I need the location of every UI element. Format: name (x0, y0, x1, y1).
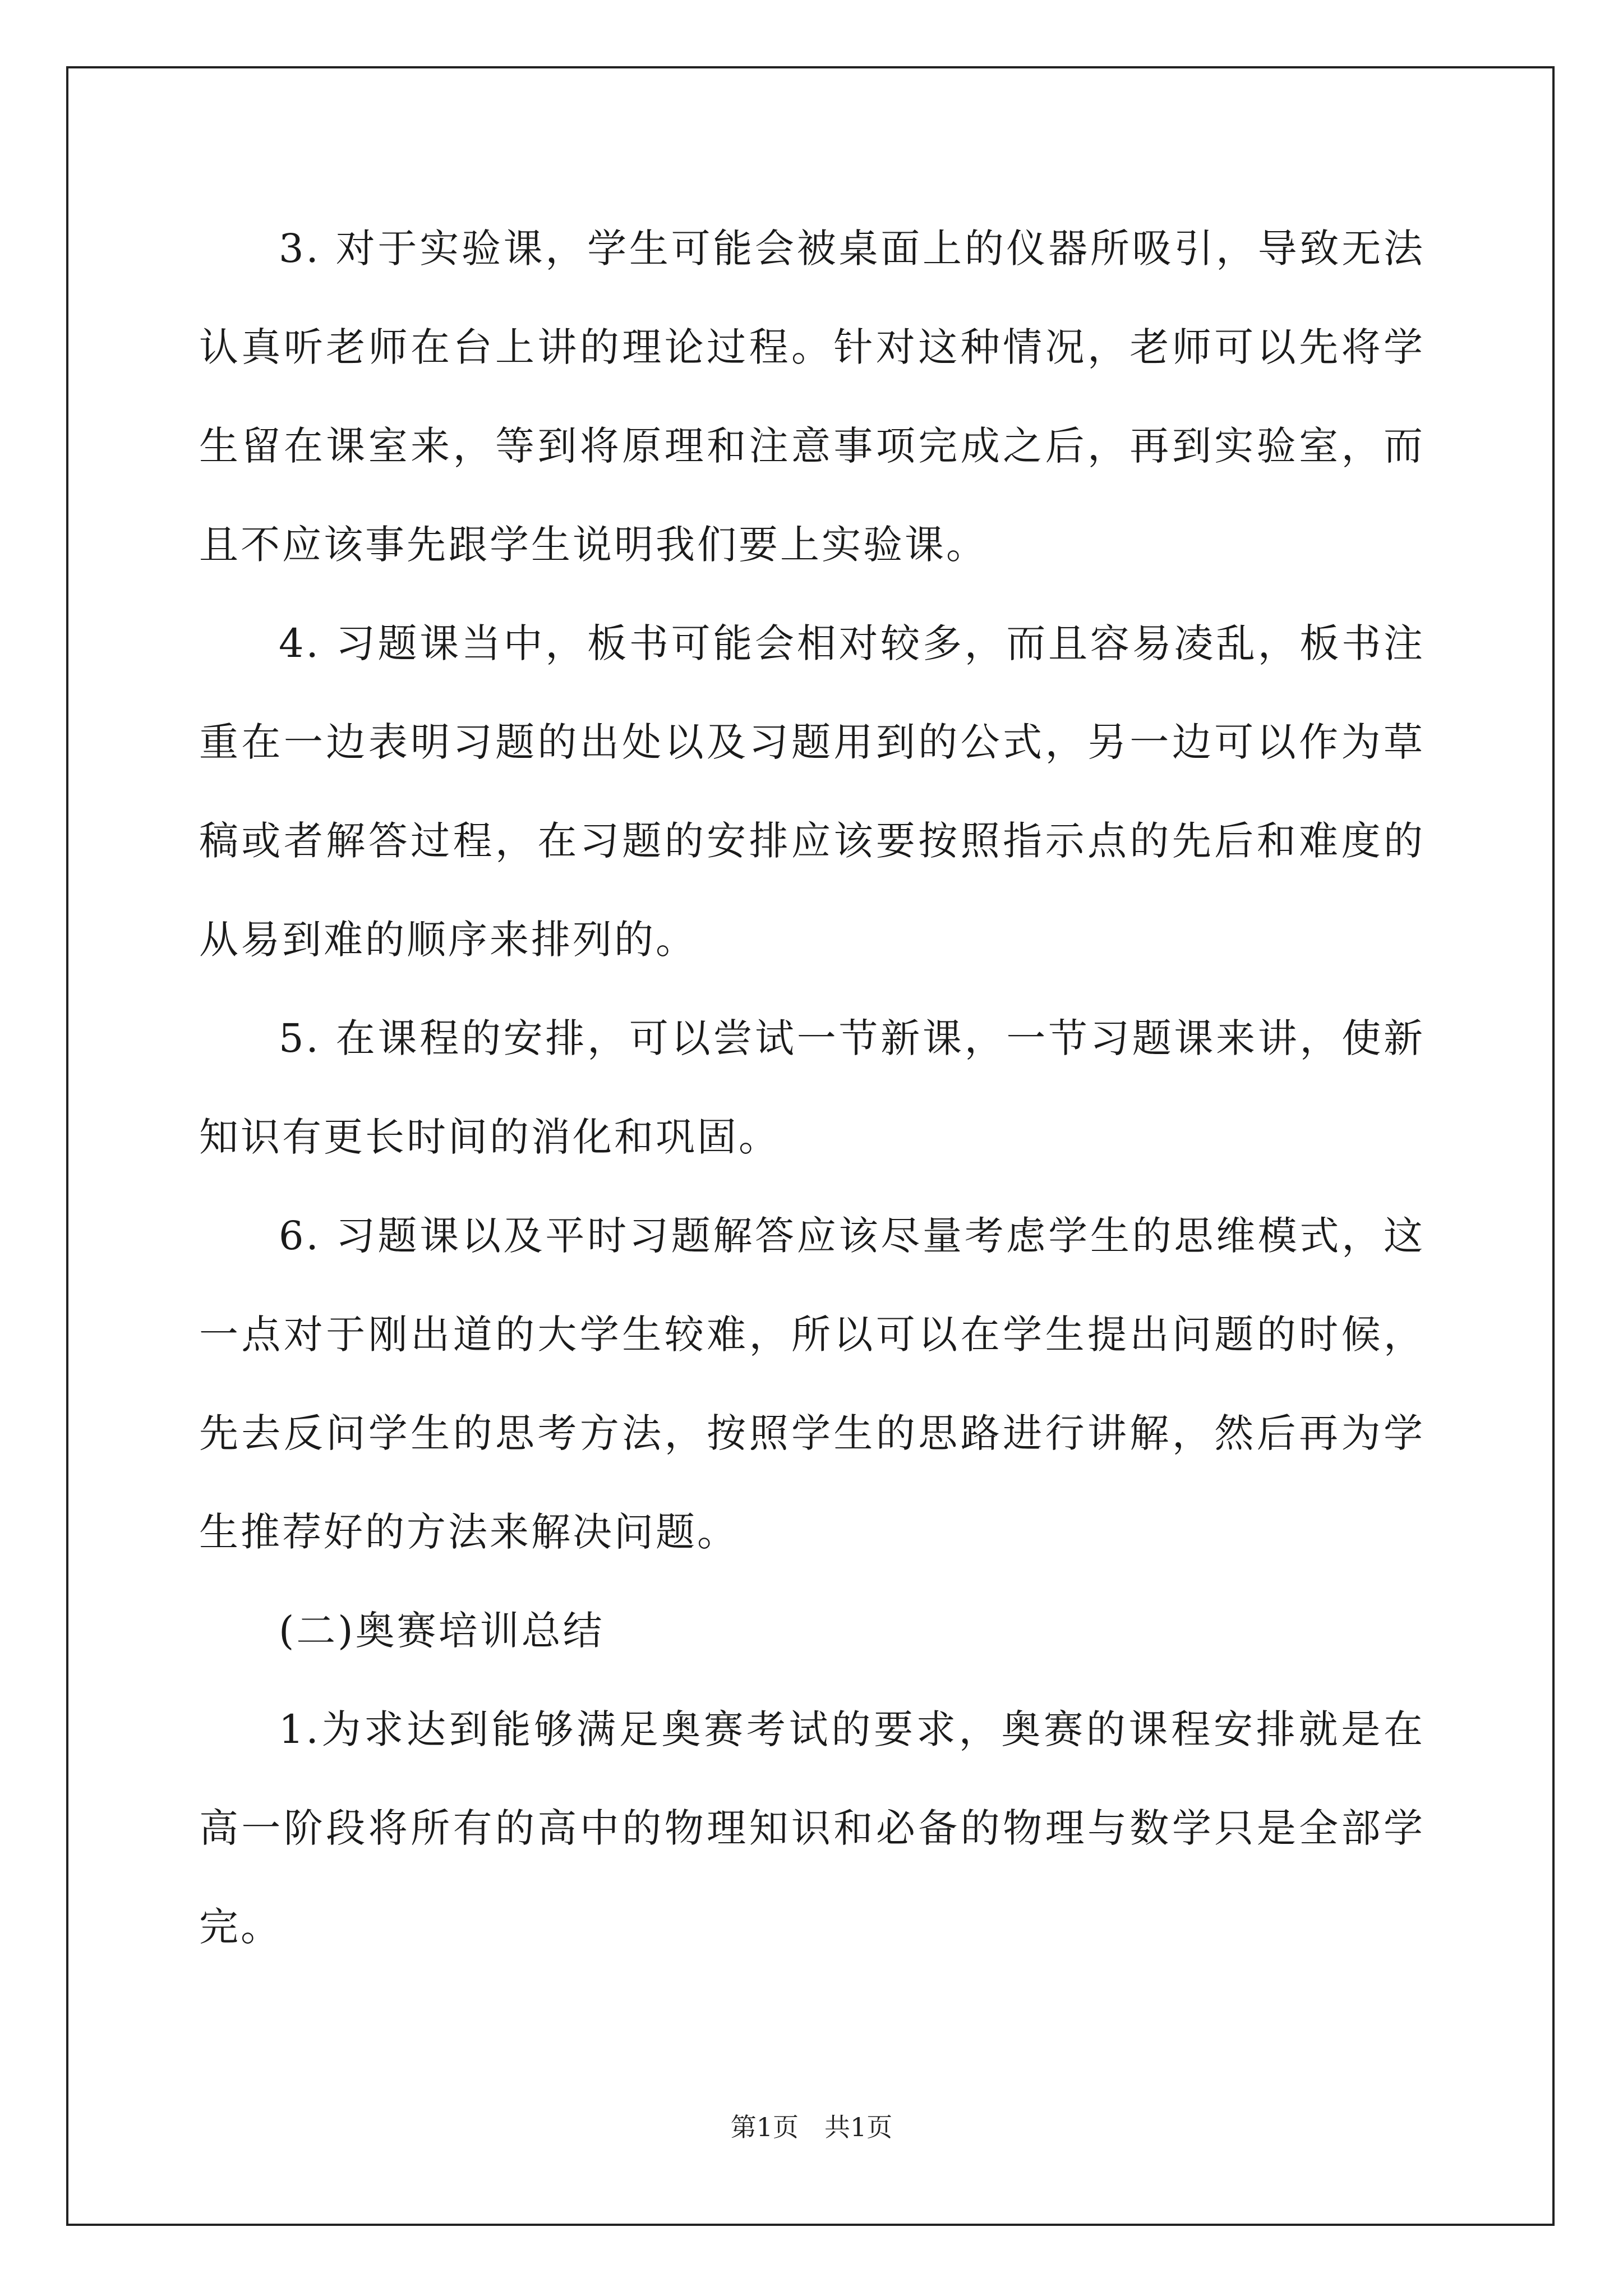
paragraph-item-5: 5. 在课程的安排，可以尝试一节新课，一节习题课来讲，使新知识有更长时间的消化和巩固。 (199, 1015, 1425, 1160)
paragraph-item-6: 6. 习题课以及平时习题解答应该尽量考虑学生的思维模式，这一点对于刚出道的大学生较难，所以可以在学生提出问题的时候，先去反问学生的思考方法，按照学生的思路进行讲解，然后再为学生推荐好的方法来解决问题。 (199, 1213, 1425, 1555)
paragraph-item-4: 4. 习题课当中，板书可能会相对较多，而且容易凌乱，板书注重在一边表明习题的出处以及习题用到的公式，另一边可以作为草稿或者解答过程，在习题的安排应该要按照指示点的先后和难度的从易到难的顺序来排列的。 (199, 620, 1425, 963)
page-number: 第1页 共1页 (730, 2112, 893, 2142)
section-heading: (二)奥赛培训总结 (279, 1608, 605, 1654)
paragraph-item-1: 1.为求达到能够满足奥赛考试的要求，奥赛的课程安排就是在高一阶段将所有的高中的物理知识和必备的物理与数学只是全部学完。 (199, 1706, 1425, 1950)
document-body (199, 199, 1425, 1976)
paragraph-item-3: 3. 对于实验课，学生可能会被桌面上的仪器所吸引，导致无法认真听老师在台上讲的理论过程。针对这种情况，老师可以先将学生留在课室来，等到将原理和注意事项完成之后，再到实验室，而且不应该事先跟学生说明我们要上实验课。 (199, 226, 1425, 568)
